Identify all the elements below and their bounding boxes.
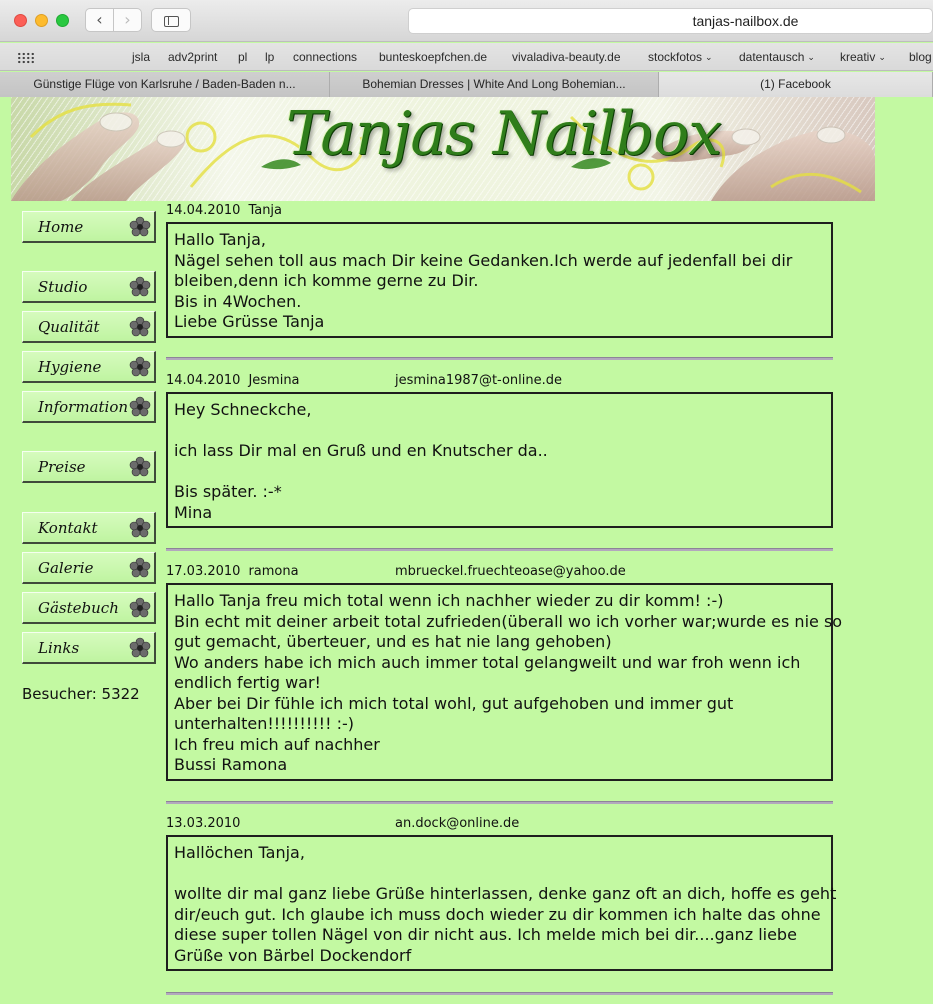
browser-tab[interactable]: (1) Facebook [659, 72, 933, 97]
flower-icon [129, 557, 151, 579]
entry-meta [166, 564, 626, 579]
nav-galerie-button[interactable] [22, 552, 156, 584]
entry-message-box [166, 222, 833, 338]
bookmark-item[interactable] [840, 50, 886, 64]
message-line: wollte dir mal ganz liebe Grüße hinterlassen, denke ganz oft an dich, hoffe es geht [174, 884, 837, 903]
entry-message-box [166, 583, 843, 781]
nav-label: Preise [38, 458, 86, 476]
message-line: Liebe Grüsse Tanja [174, 312, 325, 331]
sidebar-toggle-button[interactable] [151, 8, 191, 32]
nav-preise-button[interactable] [22, 451, 156, 483]
chevron-down-icon: ⌄ [807, 52, 815, 62]
bookmark-item[interactable] [648, 50, 713, 64]
flower-icon [129, 316, 151, 338]
bookmark-label: jsla [132, 50, 151, 64]
message-line [174, 864, 825, 885]
flower-icon [129, 597, 151, 619]
message-line: endlich fertig war! [174, 673, 321, 692]
nav-information-button[interactable] [22, 391, 156, 423]
bookmark-item[interactable] [238, 50, 247, 64]
flower-icon [129, 356, 151, 378]
nav-label: Information [38, 398, 129, 416]
message-line: Wo anders habe ich mich auch immer total gelangweilt und war froh wenn ich [174, 652, 801, 672]
message-line: Ich freu mich auf nachher [174, 734, 380, 754]
chevron-right-icon: › [124, 10, 131, 29]
nav-label: Links [38, 639, 80, 657]
chevron-down-icon: ⌄ [878, 52, 886, 62]
minimize-window-button[interactable] [35, 14, 48, 27]
entry-date: 14.04.2010 [166, 203, 241, 218]
flower-icon [129, 517, 151, 539]
nav-label: Hygiene [38, 358, 102, 376]
entry-divider [166, 548, 833, 551]
visitor-counter: Besucher: 5322 [22, 685, 140, 703]
entry-author: Jesmina [248, 373, 300, 388]
browser-tab[interactable]: Bohemian Dresses | White And Long Bohemian... [330, 72, 659, 97]
bookmark-item[interactable] [512, 50, 621, 64]
bookmark-label: blog [909, 50, 932, 64]
message-line: Bussi Ramona [174, 755, 288, 774]
chevron-down-icon: ⌄ [705, 52, 713, 62]
message-line: Bin echt mit deiner arbeit total zufrieden(überall wo ich vorher war;wurde es nie so [174, 611, 843, 631]
flower-icon [129, 637, 151, 659]
entry-email[interactable]: mbrueckel.fruechteoase@yahoo.de [395, 564, 626, 579]
message-line: Mina [174, 502, 213, 522]
nav-label: Qualität [38, 318, 100, 336]
forward-button[interactable] [113, 8, 142, 32]
bookmark-label: adv2print [168, 50, 218, 64]
flower-icon [129, 456, 151, 478]
nav-hygiene-button[interactable] [22, 351, 156, 383]
entry-meta [166, 373, 563, 388]
back-button[interactable] [85, 8, 114, 32]
nav-label: Studio [38, 278, 88, 296]
message-line: gut gemacht, überteuer, und es hat nie lang gehoben) [174, 632, 612, 651]
entry-date: 14.04.2010 [166, 373, 241, 388]
bookmark-label: stockfotos [648, 50, 703, 64]
entry-email[interactable]: an.dock@online.de [395, 816, 520, 831]
nav-kontakt-button[interactable] [22, 512, 156, 544]
entry-divider [166, 992, 833, 995]
zoom-window-button[interactable] [56, 14, 69, 27]
message-line: Nägel sehen toll aus mach Dir keine Gedanken.Ich werde auf jedenfall bei dir [174, 250, 793, 270]
sidebar-icon [164, 16, 179, 27]
message-line: Bis später. :-* [174, 482, 282, 501]
message-line: unterhalten!!!!!!!!!! :-) [174, 714, 354, 733]
entry-divider [166, 801, 833, 804]
message-line [174, 421, 825, 442]
message-line: Hallöchen Tanja, [174, 843, 305, 862]
bookmark-item[interactable] [132, 50, 150, 64]
browser-tab[interactable]: Günstige Flüge von Karlsruhe / Baden-Baden n... [0, 72, 330, 97]
top-sites-grid-icon[interactable] [17, 52, 35, 64]
address-bar[interactable]: tanjas-nailbox.de [408, 8, 933, 34]
entry-email[interactable]: jesmina1987@t-online.de [395, 373, 563, 388]
bookmark-item[interactable] [379, 50, 487, 64]
browser-titlebar [0, 0, 933, 42]
site-header-banner [11, 97, 875, 201]
entry-author: Tanja [248, 203, 283, 218]
flower-icon [129, 396, 151, 418]
entry-meta [166, 816, 520, 831]
entry-date: 17.03.2010 [166, 564, 241, 579]
bookmark-item[interactable] [293, 50, 357, 64]
nav-label: Gästebuch [38, 599, 119, 617]
bookmark-label: pl [238, 50, 248, 64]
message-line: dir/euch gut. Ich glaube ich muss doch wieder zu dir kommen ich halte das ohne [174, 904, 821, 924]
nav-studio-button[interactable] [22, 271, 156, 303]
flower-icon [129, 216, 151, 238]
nav-gaestebuch-button[interactable] [22, 592, 156, 624]
nav-label: Galerie [38, 559, 94, 577]
entry-divider [166, 357, 833, 360]
nav-label: Home [38, 218, 84, 236]
bookmark-label: vivaladiva-beauty.de [512, 50, 621, 64]
entry-date: 13.03.2010 [166, 816, 241, 831]
bookmark-item[interactable] [739, 50, 815, 64]
entry-message-box [166, 392, 833, 528]
bookmark-label: connections [293, 50, 358, 64]
message-line: Hallo Tanja, [174, 230, 267, 249]
message-line: Bis in 4Wochen. [174, 291, 302, 311]
message-line: ich lass Dir mal en Gruß und en Knutscher da.. [174, 441, 548, 460]
nav-links-button[interactable] [22, 632, 156, 664]
message-line: Grüße von Bärbel Dockendorf [174, 945, 412, 965]
message-line: bleiben,denn ich komme gerne zu Dir. [174, 271, 479, 290]
message-line [174, 462, 825, 483]
message-line: Aber bei Dir fühle ich mich total wohl, gut aufgehoben und immer gut [174, 693, 734, 713]
entry-author: ramona [248, 564, 299, 579]
message-line: diese super tollen Nägel von dir nicht aus. Ich melde mich bei dir....ganz liebe [174, 925, 797, 944]
bookmark-label: datentausch [739, 50, 805, 64]
close-window-button[interactable] [14, 14, 27, 27]
entry-message-box [166, 835, 837, 971]
flower-icon [129, 276, 151, 298]
bookmark-label: lp [265, 50, 275, 64]
message-line: Hey Schneckche, [174, 400, 312, 419]
bookmark-label: bunteskoepfchen.de [379, 50, 488, 64]
nav-home-button[interactable] [22, 211, 156, 243]
nav-qualitaet-button[interactable] [22, 311, 156, 343]
message-line: Hallo Tanja freu mich total wenn ich nachher wieder zu dir komm! :-) [174, 591, 724, 610]
site-title: Tanjas Nailbox [286, 99, 722, 169]
bookmarks-bar [0, 43, 933, 71]
chevron-left-icon: ‹ [96, 10, 103, 29]
bookmark-item[interactable] [265, 50, 274, 64]
tab-bar [0, 72, 933, 97]
bookmark-item[interactable] [168, 50, 217, 64]
entry-meta [166, 203, 282, 218]
bookmark-item[interactable] [909, 50, 932, 64]
bookmark-label: kreativ [840, 50, 876, 64]
nav-label: Kontakt [38, 519, 98, 537]
